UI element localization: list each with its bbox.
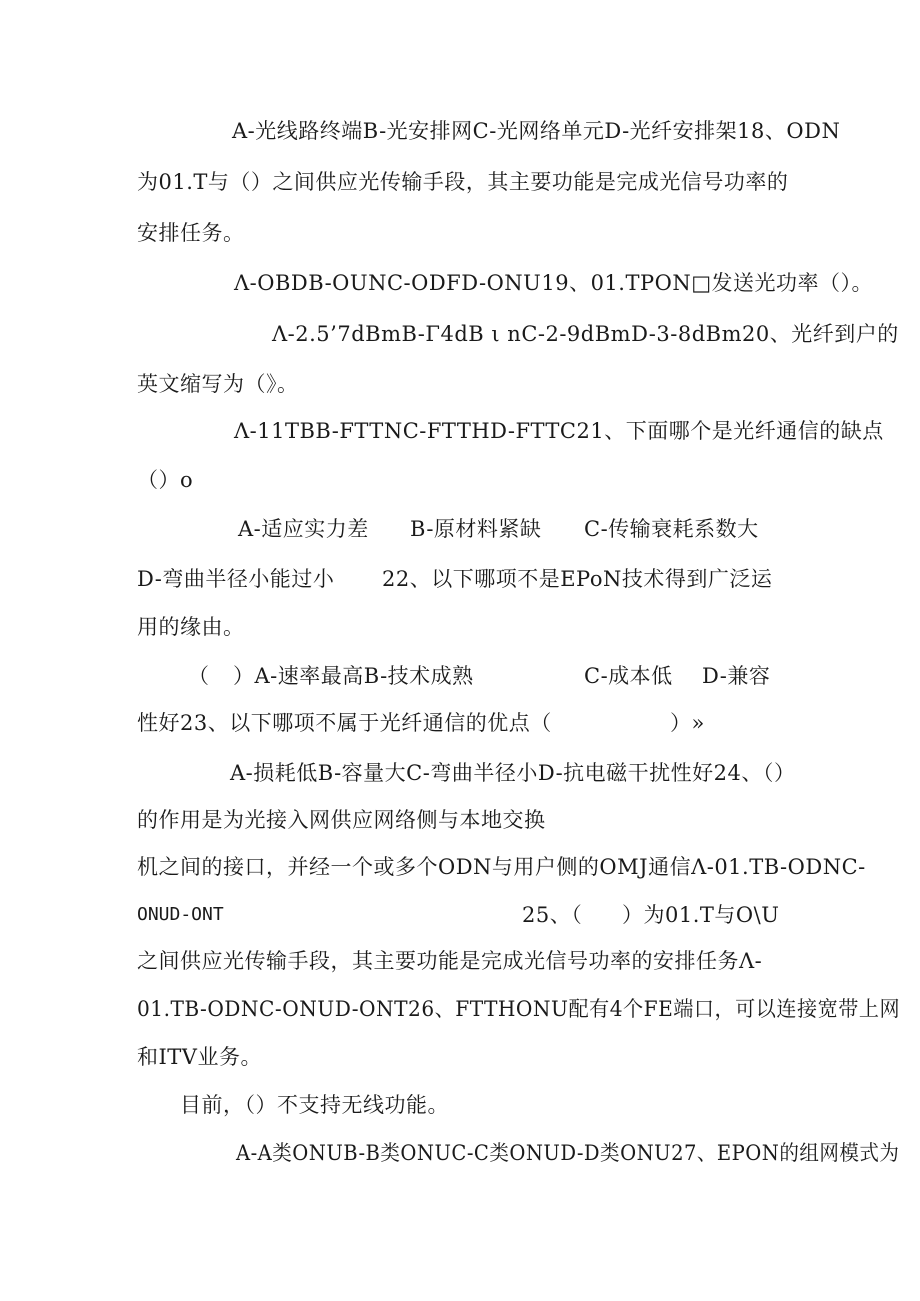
text-line: Λ-11TBB-FTTNC-FTTHD-FTTC21、下面哪个是光纤通信的缺点: [234, 419, 884, 443]
text-line: Λ-OBDB-OUNC-ODFD-ONU19、01.TPON□发送光功率（）。: [234, 271, 874, 295]
text-line: 英文缩写为（》。: [137, 372, 299, 396]
text-line: B-原材料紧缺: [410, 517, 542, 541]
text-line: A-A类ONUB-B类ONUC-C类ONUD-D类ONU27、EPON的组网模式为: [236, 1141, 900, 1165]
text-line: C-传输衰耗系数大: [584, 517, 759, 541]
text-line: ）为01.T与O\U: [622, 903, 780, 927]
text-line: A-损耗低B-容量大C-弯曲半径小D-抗电磁干扰性好24、（: [230, 761, 774, 785]
text-line: ）»: [670, 711, 705, 735]
text-line: 用的缘由。: [137, 615, 245, 639]
text-line: 的作用是为光接入网供应网络侧与本地交换: [137, 808, 546, 832]
text-line: 25、（: [522, 903, 583, 927]
text-line: 目前，（）不支持无线功能。: [180, 1093, 449, 1117]
text-line: 机之间的接口，并经一个或多个ODN与用户侧的OMJ通信Λ-01.TB-ODNC-: [137, 855, 866, 879]
text-line: D-兼容: [702, 664, 771, 688]
text-line: （）o: [137, 468, 194, 492]
text-line: Λ-2.5’7dBmB-Γ4dB ι nC-2-9dBmD-3-8dBm20、光纤到户的: [272, 322, 899, 346]
text-line: 22、以下哪项不是EPoN技术得到广泛运: [382, 567, 773, 591]
text-line: D-弯曲半径小能过小: [137, 567, 335, 591]
text-line: ）: [774, 761, 796, 785]
text-line: 和ITV业务。: [137, 1045, 262, 1069]
text-line: 为01.T与（）之间供应光传输手段，其主要功能是完成光信号功率的: [137, 170, 789, 194]
text-line: ）A-速率最高B-技术成熟: [233, 664, 474, 688]
text-line: ONUD-ONT: [137, 904, 224, 925]
text-line: （: [188, 664, 210, 688]
text-line: 之间供应光传输手段，其主要功能是完成光信号功率的安排任务Λ-: [137, 949, 763, 973]
text-line: C-成本低: [584, 664, 673, 688]
text-line: 安排任务。: [137, 221, 245, 245]
text-line: 性好23、以下哪项不属于光纤通信的优点（: [137, 711, 552, 735]
text-line: 01.TB-ODNC-ONUD-ONT26、FTTHONU配有4个FE端口，可以连接宽带上网: [137, 997, 901, 1021]
text-line: A-光线路终端B-光安排网C-光网络单元D-光纤安排架18、ODN: [232, 119, 841, 143]
text-line: A-适应实力差: [238, 517, 369, 541]
